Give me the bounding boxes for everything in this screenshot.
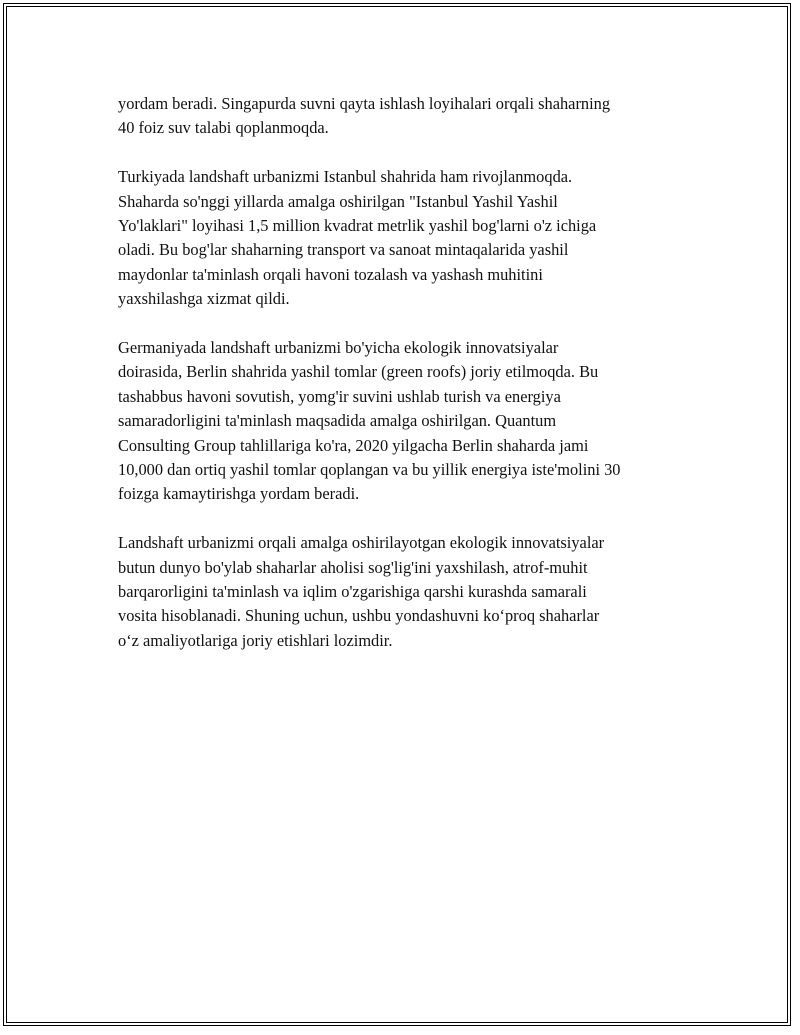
text-line: tashabbus havoni sovutish, yomg'ir suvini ushlab turish va energiya xyxy=(118,386,561,406)
document-body xyxy=(118,92,698,678)
text-line: yaxshilashga xizmat qildi. xyxy=(118,289,290,309)
text-line: 10,000 dan ortiq yashil tomlar qoplangan va bu yillik energiya iste'molini 30 xyxy=(118,460,621,480)
text-line: Consulting Group tahlillariga ko'ra, 2020 yilgacha Berlin shaharda jami xyxy=(118,435,589,455)
text-line: samaradorligini ta'minlash maqsadida amalga oshirilgan. Quantum xyxy=(118,411,557,431)
text-line: oladi. Bu bog'lar shaharning transport va sanoat mintaqalarida yashil xyxy=(118,240,569,260)
text-line: maydonlar ta'minlash orqali havoni tozalash va yashash muhitini xyxy=(118,264,543,284)
text-line: Turkiyada landshaft urbanizmi Istanbul shahrida ham rivojlanmoqda. xyxy=(118,167,573,187)
text-line: Landshaft urbanizmi orqali amalga oshirilayotgan ekologik innovatsiyalar xyxy=(118,533,605,553)
paragraph-conclusion xyxy=(118,531,698,653)
text-line: vosita hisoblanadi. Shuning uchun, ushbu yondashuvni ko‘proq shaharlar xyxy=(118,606,600,626)
text-line: Shaharda so'nggi yillarda amalga oshirilgan "Istanbul Yashil Yashil xyxy=(118,191,558,211)
text-line: 40 foiz suv talabi qoplanmoqda. xyxy=(118,118,329,138)
paragraph-singapore xyxy=(118,92,698,141)
paragraph-turkey xyxy=(118,165,698,311)
text-line: butun dunyo bo'ylab shaharlar aholisi sog'lig'ini yaxshilash, atrof-muhit xyxy=(118,557,588,577)
text-line: Yo'laklari" loyihasi 1,5 million kvadrat metrlik yashil bog'larni o'z ichiga xyxy=(118,216,597,236)
text-line: Germaniyada landshaft urbanizmi bo'yicha ekologik innovatsiyalar xyxy=(118,338,559,358)
text-line: foizga kamaytirishga yordam beradi. xyxy=(118,484,360,504)
text-line: doirasida, Berlin shahrida yashil tomlar (green roofs) joriy etilmoqda. Bu xyxy=(118,362,599,382)
text-line: o‘z amaliyotlariga joriy etishlari lozimdir. xyxy=(118,630,393,650)
text-line: barqarorligini ta'minlash va iqlim o'zgarishiga qarshi kurashda samarali xyxy=(118,582,587,602)
text-line: yordam beradi. Singapurda suvni qayta ishlash loyihalari orqali shaharning xyxy=(118,94,611,113)
paragraph-germany xyxy=(118,336,698,507)
